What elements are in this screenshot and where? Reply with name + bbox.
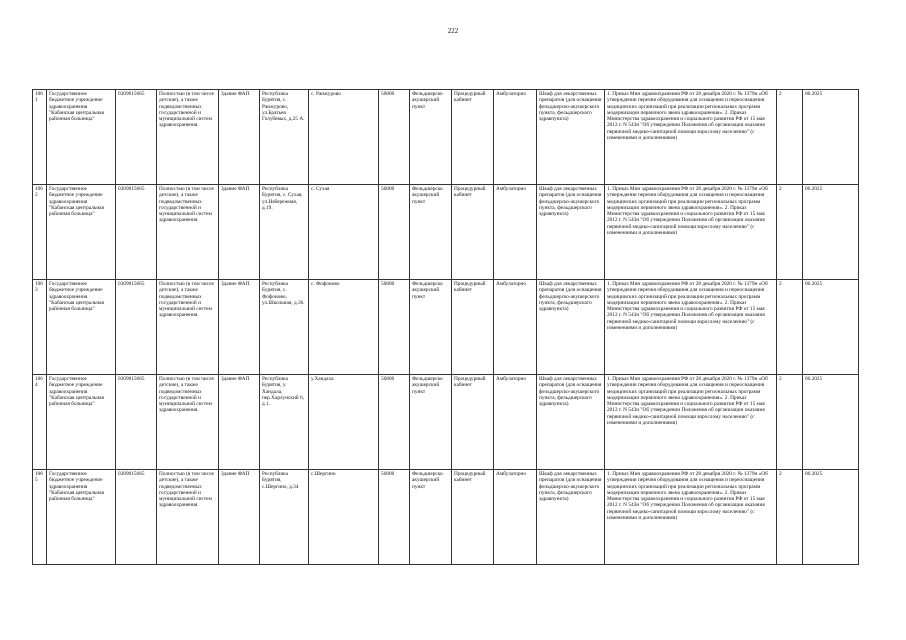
table-row bbox=[33, 470, 859, 565]
facility-type: Фельдшерско акушерский пункт bbox=[410, 280, 452, 375]
purpose-text: Полностью (в том числе детские), а также подведомственных государственной и муниципальной систем здравоохранения. bbox=[157, 470, 219, 565]
room-type: Процедурный кабинет bbox=[452, 90, 494, 185]
inn-code: 0309015665 bbox=[116, 375, 157, 470]
locality-name: с. Сухая bbox=[309, 185, 379, 280]
building-type: Здание ФАП bbox=[219, 470, 260, 565]
organization-name: Государственное бюджетное учреждение здравоохранения "Кабанская центральная районная больница" bbox=[47, 470, 116, 565]
inn-code: 0309015665 bbox=[116, 280, 157, 375]
address-text: Республика Бурятия, с. Фофоново, ул.Школьная, д.36. bbox=[260, 280, 309, 375]
organization-name: Государственное бюджетное учреждение здравоохранения "Кабанская центральная районная больница" bbox=[47, 280, 116, 375]
care-condition: Амбулаторно bbox=[494, 280, 537, 375]
facility-type: Фельдшерско акушерский пункт bbox=[410, 185, 452, 280]
locality-name: с. Фофоново bbox=[309, 280, 379, 375]
row-number: 1062 bbox=[33, 185, 47, 280]
locality-name: с.Шергино bbox=[309, 470, 379, 565]
quantity: 2 bbox=[777, 185, 803, 280]
row-number: 1064 bbox=[33, 375, 47, 470]
building-type: Здание ФАП bbox=[219, 90, 260, 185]
room-type: Процедурный кабинет bbox=[452, 375, 494, 470]
oktmo-code: 56800 bbox=[379, 470, 410, 565]
oktmo-code: 56800 bbox=[379, 185, 410, 280]
oktmo-code: 56800 bbox=[379, 90, 410, 185]
quantity: 2 bbox=[777, 280, 803, 375]
equipment-name: Шкаф для лекарственных препаратов (для оснащения фельдшерско-акушерского пункта, фельдшерского здравпункта) bbox=[537, 185, 605, 280]
care-condition: Амбулаторно bbox=[494, 185, 537, 280]
room-type: Процедурный кабинет bbox=[452, 280, 494, 375]
building-type: Здание ФАП bbox=[219, 185, 260, 280]
building-type: Здание ФАП bbox=[219, 280, 260, 375]
inn-code: 0309015665 bbox=[116, 90, 157, 185]
legal-basis: 1. Приказ Мин здравоохранения РФ от 28 декабря 2020 г. № 1379н «Об утверждении перечня оборудования для оснащения и переоснащения медицинских организаций при реализации региональных программ модернизации первичного звена здравоохранения». 2. Приказ Министерства здравоохранения и социального развития РФ от 15 мая 2012 г. N 543н "Об утверждении Положения об организации оказания первичной медико-санитарной помощи взрослому населению" (с изменениями и дополнениями) bbox=[605, 375, 777, 470]
care-condition: Амбулаторно bbox=[494, 90, 537, 185]
locality-name: с. Ранжурово bbox=[309, 90, 379, 185]
facility-type: Фельдшерско акушерский пункт bbox=[410, 375, 452, 470]
row-number: 1061 bbox=[33, 90, 47, 185]
equipment-table bbox=[32, 89, 859, 565]
delivery-date: 06.2025 bbox=[803, 90, 859, 185]
inn-code: 0309015665 bbox=[116, 185, 157, 280]
building-type: Здание ФАП bbox=[219, 375, 260, 470]
purpose-text: Полностью (в том числе детские), а также подведомственных государственной и муниципальной систем здравоохранения. bbox=[157, 90, 219, 185]
table-row bbox=[33, 375, 859, 470]
row-number: 1065 bbox=[33, 470, 47, 565]
delivery-date: 06.2025 bbox=[803, 185, 859, 280]
legal-basis: 1. Приказ Мин здравоохранения РФ от 28 декабря 2020 г. № 1379н «Об утверждении перечня оборудования для оснащения и переоснащения медицинских организаций при реализации региональных программ модернизации первичного звена здравоохранения». 2. Приказ Министерства здравоохранения и социального развития РФ от 15 мая 2012 г. N 543н "Об утверждении Положения об организации оказания первичной медико-санитарной помощи взрослому населению" (с изменениями и дополнениями) bbox=[605, 470, 777, 565]
address-text: Республика Бурятия, с. Ранжурово, ул.Братьев Голубевых, д.25 А. bbox=[260, 90, 309, 185]
legal-basis: 1. Приказ Мин здравоохранения РФ от 28 декабря 2020 г. № 1379н «Об утверждении перечня оборудования для оснащения и переоснащения медицинских организаций при реализации региональных программ модернизации первичного звена здравоохранения». 2. Приказ Министерства здравоохранения и социального развития РФ от 15 мая 2012 г. N 543н "Об утверждении Положения об организации оказания первичной медико-санитарной помощи взрослому населению" (с изменениями и дополнениями) bbox=[605, 185, 777, 280]
oktmo-code: 56800 bbox=[379, 375, 410, 470]
care-condition: Амбулаторно bbox=[494, 375, 537, 470]
delivery-date: 06.2025 bbox=[803, 375, 859, 470]
facility-type: Фельдшерско акушерский пункт bbox=[410, 470, 452, 565]
equipment-name: Шкаф для лекарственных препаратов (для оснащения фельдшерско-акушерского пункта, фельдшерского здравпункта) bbox=[537, 375, 605, 470]
table-row bbox=[33, 185, 859, 280]
organization-name: Государственное бюджетное учреждение здравоохранения "Кабанская центральная районная больница" bbox=[47, 185, 116, 280]
row-number: 1063 bbox=[33, 280, 47, 375]
quantity: 2 bbox=[777, 375, 803, 470]
equipment-name: Шкаф для лекарственных препаратов (для оснащения фельдшерско-акушерского пункта, фельдшерского здравпункта) bbox=[537, 90, 605, 185]
room-type: Процедурный кабинет bbox=[452, 185, 494, 280]
table-row bbox=[33, 90, 859, 185]
purpose-text: Полностью (в том числе детские), а также подведомственных государственной и муниципальной систем здравоохранения. bbox=[157, 185, 219, 280]
equipment-name: Шкаф для лекарственных препаратов (для оснащения фельдшерско-акушерского пункта, фельдшерского здравпункта) bbox=[537, 280, 605, 375]
equipment-name: Шкаф для лекарственных препаратов (для оснащения фельдшерско-акушерского пункта, фельдшерского здравпункта) bbox=[537, 470, 605, 565]
quantity: 2 bbox=[777, 470, 803, 565]
purpose-text: Полностью (в том числе детские), а также подведомственных государственной и муниципальной систем здравоохранения. bbox=[157, 375, 219, 470]
legal-basis: 1. Приказ Мин здравоохранения РФ от 28 декабря 2020 г. № 1379н «Об утверждении перечня оборудования для оснащения и переоснащения медицинских организаций при реализации региональных программ модернизации первичного звена здравоохранения». 2. Приказ Министерства здравоохранения и социального развития РФ от 15 мая 2012 г. N 543н "Об утверждении Положения об организации оказания первичной медико-санитарной помощи взрослому населению" (с изменениями и дополнениями) bbox=[605, 280, 777, 375]
care-condition: Амбулаторно bbox=[494, 470, 537, 565]
table-row bbox=[33, 280, 859, 375]
oktmo-code: 56800 bbox=[379, 280, 410, 375]
address-text: Республика Бурятия, у. Хандала, пер.Харлунский 6, д.1. bbox=[260, 375, 309, 470]
quantity: 2 bbox=[777, 90, 803, 185]
page-number: 222 bbox=[447, 27, 459, 35]
address-text: Республика Бурятия, с. Сухая, ул.Набережная, д.19. bbox=[260, 185, 309, 280]
locality-name: у.Хандала bbox=[309, 375, 379, 470]
legal-basis: 1. Приказ Мин здравоохранения РФ от 28 декабря 2020 г. № 1379н «Об утверждении перечня оборудования для оснащения и переоснащения медицинских организаций при реализации региональных программ модернизации первичного звена здравоохранения». 2. Приказ Министерства здравоохранения и социального развития РФ от 15 мая 2012 г. N 543н "Об утверждении Положения об организации оказания первичной медико-санитарной помощи взрослому населению" (с изменениями и дополнениями) bbox=[605, 90, 777, 185]
address-text: Республика Бурятия, с.Шергино, д.34 bbox=[260, 470, 309, 565]
inn-code: 0309015665 bbox=[116, 470, 157, 565]
facility-type: Фельдшерско акушерский пункт bbox=[410, 90, 452, 185]
purpose-text: Полностью (в том числе детские), а также подведомственных государственной и муниципальной систем здравоохранения. bbox=[157, 280, 219, 375]
organization-name: Государственное бюджетное учреждение здравоохранения "Кабанская центральная районная больница" bbox=[47, 375, 116, 470]
room-type: Процедурный кабинет bbox=[452, 470, 494, 565]
delivery-date: 06.2025 bbox=[803, 280, 859, 375]
organization-name: Государственное бюджетное учреждение здравоохранения "Кабанская центральная районная больница" bbox=[47, 90, 116, 185]
delivery-date: 06.2025 bbox=[803, 470, 859, 565]
